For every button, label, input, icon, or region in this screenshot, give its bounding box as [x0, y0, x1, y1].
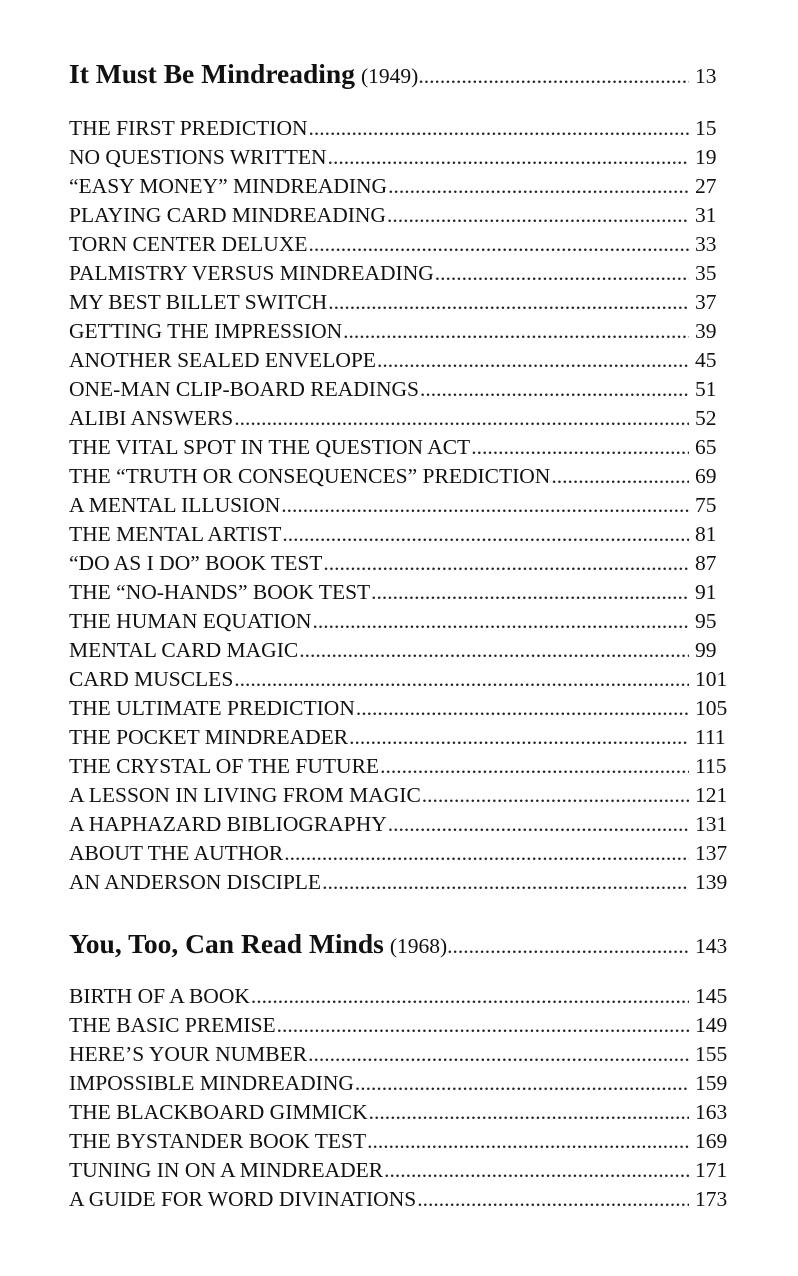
entry-title: THE “NO-HANDS” BOOK TEST: [69, 580, 371, 604]
toc-entry[interactable]: [69, 143, 737, 172]
entry-title: THE FIRST PREDICTION: [69, 116, 308, 140]
toc-entry[interactable]: [69, 752, 737, 781]
section-entries: [69, 114, 737, 897]
entry-page-number: 65: [695, 435, 717, 459]
leader-dots: [380, 752, 689, 781]
toc-entry[interactable]: [69, 1127, 737, 1156]
entry-title: MY BEST BILLET SWITCH: [69, 290, 328, 314]
entry-title: GETTING THE IMPRESSION: [69, 319, 343, 343]
entry-page-number: 149: [695, 1013, 728, 1037]
entry-title: HERE’S YOUR NUMBER: [69, 1042, 308, 1066]
toc-entry[interactable]: [69, 1156, 737, 1185]
toc-entry[interactable]: [69, 201, 737, 230]
toc-entry[interactable]: [69, 172, 737, 201]
entry-page-number: 75: [695, 493, 717, 517]
entry-page-number: 39: [695, 319, 717, 343]
leader-dots: [355, 1069, 689, 1098]
leader-dots: [328, 143, 689, 172]
leader-dots: [417, 1185, 689, 1214]
entry-title: THE BASIC PREMISE: [69, 1013, 276, 1037]
toc-entry[interactable]: [69, 259, 737, 288]
entry-page-number: 159: [695, 1071, 728, 1095]
entry-title: ONE-MAN CLIP-BOARD READINGS: [69, 377, 419, 401]
leader-dots: [277, 1011, 689, 1040]
entry-title: BIRTH OF A BOOK: [69, 984, 250, 1008]
toc-entry[interactable]: [69, 636, 737, 665]
entry-page-number: 171: [695, 1158, 728, 1182]
toc-entry[interactable]: [69, 723, 737, 752]
toc-entry[interactable]: [69, 404, 737, 433]
entry-title: THE MENTAL ARTIST: [69, 522, 282, 546]
entry-page-number: 51: [695, 377, 717, 401]
entry-page-number: 101: [695, 667, 728, 691]
entry-title: THE CRYSTAL OF THE FUTURE: [69, 754, 380, 778]
entry-title: THE BLACKBOARD GIMMICK: [69, 1100, 368, 1124]
entry-title: THE POCKET MINDREADER: [69, 725, 349, 749]
toc-entry[interactable]: [69, 1185, 737, 1214]
leader-dots: [356, 694, 689, 723]
entry-title: AN ANDERSON DISCIPLE: [69, 870, 322, 894]
leader-dots: [308, 230, 689, 259]
entry-title: “DO AS I DO” BOOK TEST: [69, 551, 323, 575]
entry-page-number: 15: [695, 116, 717, 140]
leader-dots: [377, 346, 689, 375]
entry-page-number: 69: [695, 464, 717, 488]
leader-dots: [299, 636, 689, 665]
leader-dots: [281, 491, 689, 520]
entry-page-number: 169: [695, 1129, 728, 1153]
entry-title: IMPOSSIBLE MINDREADING: [69, 1071, 354, 1095]
entry-title: A GUIDE FOR WORD DIVINATIONS: [69, 1187, 417, 1211]
leader-dots: [551, 462, 689, 491]
entry-page-number: 45: [695, 348, 717, 372]
entry-page-number: 163: [695, 1100, 728, 1124]
toc-entry[interactable]: [69, 549, 737, 578]
toc-entry[interactable]: [69, 1069, 737, 1098]
toc-entry[interactable]: [69, 607, 737, 636]
toc-entry[interactable]: [69, 839, 737, 868]
toc-entry[interactable]: [69, 868, 737, 897]
leader-dots: [371, 578, 689, 607]
toc-entry[interactable]: [69, 433, 737, 462]
leader-dots: [308, 1040, 689, 1069]
entry-page-number: 52: [695, 406, 717, 430]
entry-page-number: 173: [695, 1187, 728, 1211]
entry-title: “EASY MONEY” MINDREADING: [69, 174, 388, 198]
leader-dots: [234, 404, 689, 433]
entry-title: MENTAL CARD MAGIC: [69, 638, 299, 662]
entry-title: CARD MUSCLES: [69, 667, 234, 691]
toc-entry[interactable]: [69, 665, 737, 694]
entry-title: A HAPHAZARD BIBLIOGRAPHY: [69, 812, 387, 836]
entry-page-number: 31: [695, 203, 717, 227]
section-title: You, Too, Can Read Minds: [69, 928, 384, 959]
section-entries: [69, 982, 737, 1214]
leader-dots: [387, 201, 689, 230]
table-of-contents: [69, 56, 737, 1214]
entry-page-number: 81: [695, 522, 717, 546]
entry-page-number: 19: [695, 145, 717, 169]
entry-page-number: 155: [695, 1042, 728, 1066]
leader-dots: [328, 288, 689, 317]
entry-title: ALIBI ANSWERS: [69, 406, 234, 430]
leader-dots: [369, 1098, 689, 1127]
entry-title: THE “TRUTH OR CONSEQUENCES” PREDICTION: [69, 464, 551, 488]
leader-dots: [284, 839, 689, 868]
leader-dots: [282, 520, 689, 549]
toc-entry[interactable]: [69, 230, 737, 259]
leader-dots: [388, 810, 689, 839]
leader-dots: [388, 172, 689, 201]
leader-dots: [447, 928, 689, 962]
leader-dots: [418, 58, 689, 92]
leader-dots: [323, 549, 689, 578]
entry-page-number: 99: [695, 638, 717, 662]
entry-page-number: 33: [695, 232, 717, 256]
entry-page-number: 35: [695, 261, 717, 285]
toc-entry[interactable]: [69, 1098, 737, 1127]
section-page-number: 143: [695, 934, 728, 958]
toc-entry[interactable]: [69, 1011, 737, 1040]
entry-title: THE BYSTANDER BOOK TEST: [69, 1129, 367, 1153]
section-heading[interactable]: [69, 926, 737, 962]
section-title: It Must Be Mindreading: [69, 58, 355, 89]
toc-entry[interactable]: [69, 346, 737, 375]
entry-title: THE HUMAN EQUATION: [69, 609, 312, 633]
entry-page-number: 95: [695, 609, 717, 633]
toc-entry[interactable]: [69, 781, 737, 810]
entry-page-number: 145: [695, 984, 728, 1008]
entry-title: TUNING IN ON A MINDREADER: [69, 1158, 384, 1182]
entry-title: A MENTAL ILLUSION: [69, 493, 281, 517]
leader-dots: [312, 607, 689, 636]
entry-page-number: 139: [695, 870, 728, 894]
leader-dots: [251, 982, 689, 1011]
toc-entry[interactable]: [69, 578, 737, 607]
leader-dots: [343, 317, 689, 346]
entry-title: ABOUT THE AUTHOR: [69, 841, 284, 865]
section-year: (1949): [360, 64, 419, 88]
leader-dots: [384, 1156, 689, 1185]
leader-dots: [309, 114, 689, 143]
toc-entry[interactable]: [69, 288, 737, 317]
leader-dots: [420, 375, 689, 404]
section-year: (1968): [389, 934, 448, 958]
toc-entry[interactable]: [69, 694, 737, 723]
leader-dots: [367, 1127, 689, 1156]
entry-page-number: 121: [695, 783, 728, 807]
leader-dots: [435, 259, 689, 288]
section-heading[interactable]: [69, 56, 737, 92]
toc-entry[interactable]: [69, 114, 737, 143]
toc-entry[interactable]: [69, 982, 737, 1011]
entry-page-number: 115: [695, 754, 727, 778]
entry-page-number: 37: [695, 290, 717, 314]
entry-title: A LESSON IN LIVING FROM MAGIC: [69, 783, 421, 807]
entry-page-number: 87: [695, 551, 717, 575]
toc-entry[interactable]: [69, 491, 737, 520]
toc-entry[interactable]: [69, 462, 737, 491]
leader-dots: [422, 781, 689, 810]
entry-title: NO QUESTIONS WRITTEN: [69, 145, 327, 169]
entry-title: PLAYING CARD MINDREADING: [69, 203, 386, 227]
entry-page-number: 137: [695, 841, 728, 865]
entry-page-number: 91: [695, 580, 717, 604]
entry-title: ANOTHER SEALED ENVELOPE: [69, 348, 376, 372]
entry-title: THE VITAL SPOT IN THE QUESTION ACT: [69, 435, 471, 459]
entry-page-number: 131: [695, 812, 728, 836]
section-page-number: 13: [695, 64, 717, 88]
toc-entry[interactable]: [69, 375, 737, 404]
entry-page-number: 105: [695, 696, 728, 720]
toc-entry[interactable]: [69, 317, 737, 346]
entry-title: PALMISTRY VERSUS MINDREADING: [69, 261, 434, 285]
leader-dots: [234, 665, 689, 694]
leader-dots: [349, 723, 689, 752]
entry-page-number: 111: [695, 725, 726, 749]
toc-entry[interactable]: [69, 520, 737, 549]
leader-dots: [322, 868, 689, 897]
entry-page-number: 27: [695, 174, 717, 198]
entry-title: THE ULTIMATE PREDICTION: [69, 696, 355, 720]
leader-dots: [471, 433, 689, 462]
toc-entry[interactable]: [69, 810, 737, 839]
entry-title: TORN CENTER DELUXE: [69, 232, 308, 256]
toc-entry[interactable]: [69, 1040, 737, 1069]
